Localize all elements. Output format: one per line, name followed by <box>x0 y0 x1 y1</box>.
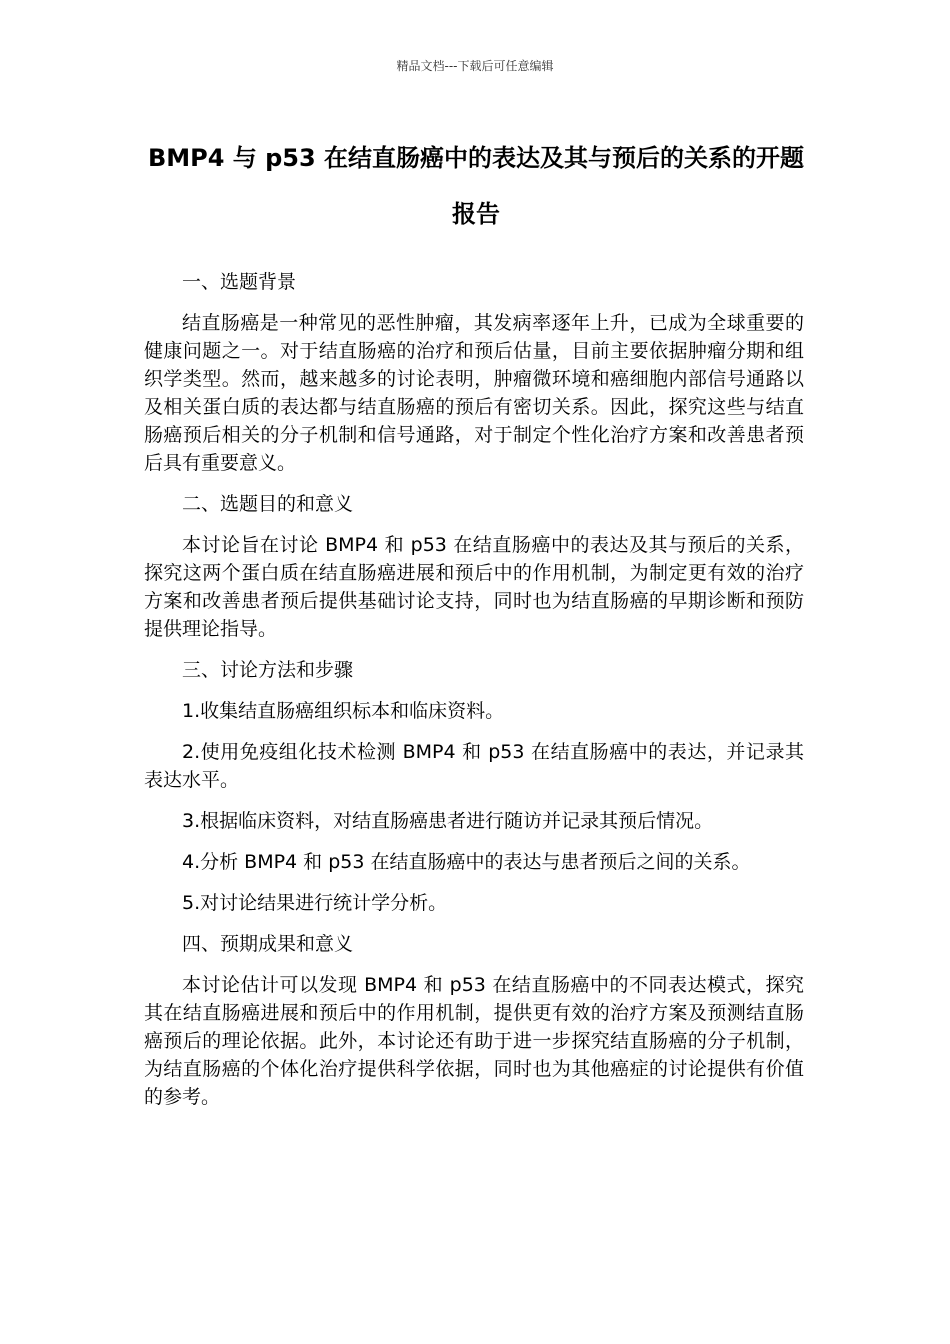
method-step-2: 2.使用免疫组化技术检测 BMP4 和 p53 在结直肠癌中的表达，并记录其表达水平。 <box>144 741 804 791</box>
paragraph-purpose: 本讨论旨在讨论 BMP4 和 p53 在结直肠癌中的表达及其与预后的关系，探究这两个蛋白质在结直肠癌进展和预后中的作用机制，为制定更有效的治疗方案和改善患者预后提供基础讨论支持，同时也为结直肠癌的早期诊断和预防提供理论指导。 <box>144 534 804 640</box>
paragraph-outcomes: 本讨论估计可以发现 BMP4 和 p53 在结直肠癌中的不同表达模式，探究其在结直肠癌进展和预后中的作用机制，提供更有效的治疗方案及预测结直肠癌预后的理论依据。此外，本讨论还有助于进一步探究结直肠癌的分子机制，为结直肠癌的个体化治疗提供科学依据，同时也为其他癌症的讨论提供有价值的参考。 <box>144 974 804 1108</box>
paragraph-background: 结直肠癌是一种常见的恶性肿瘤，其发病率逐年上升，已成为全球重要的健康问题之一。对于结直肠癌的治疗和预后估量，目前主要依据肿瘤分期和组织学类型。然而，越来越多的讨论表明，肿瘤微环境和癌细胞内部信号通路以及相关蛋白质的表达都与结直肠癌的预后有密切关系。因此，探究这些与结直肠癌预后相关的分子机制和信号通路，对于制定个性化治疗方案和改善患者预后具有重要意义。 <box>144 312 804 474</box>
header-watermark: 精品文档---下载后可任意编辑 <box>396 59 554 73</box>
method-step-3: 3.根据临床资料，对结直肠癌患者进行随访并记录其预后情况。 <box>182 810 714 832</box>
section-heading-purpose: 二、选题目的和意义 <box>182 493 354 515</box>
method-step-1: 1.收集结直肠癌组织标本和临床资料。 <box>182 700 505 722</box>
document-body <box>144 268 804 1124</box>
method-step-4: 4.分析 BMP4 和 p53 在结直肠癌中的表达与患者预后之间的关系。 <box>182 851 751 873</box>
section-heading-outcomes: 四、预期成果和意义 <box>182 933 354 955</box>
section-heading-methods: 三、讨论方法和步骤 <box>182 659 354 681</box>
document-title: BMP4 与 p53 在结直肠癌中的表达及其与预后的关系的开题报告 <box>147 144 805 228</box>
method-step-5: 5.对讨论结果进行统计学分析。 <box>182 892 448 914</box>
section-heading-background: 一、选题背景 <box>182 271 297 293</box>
